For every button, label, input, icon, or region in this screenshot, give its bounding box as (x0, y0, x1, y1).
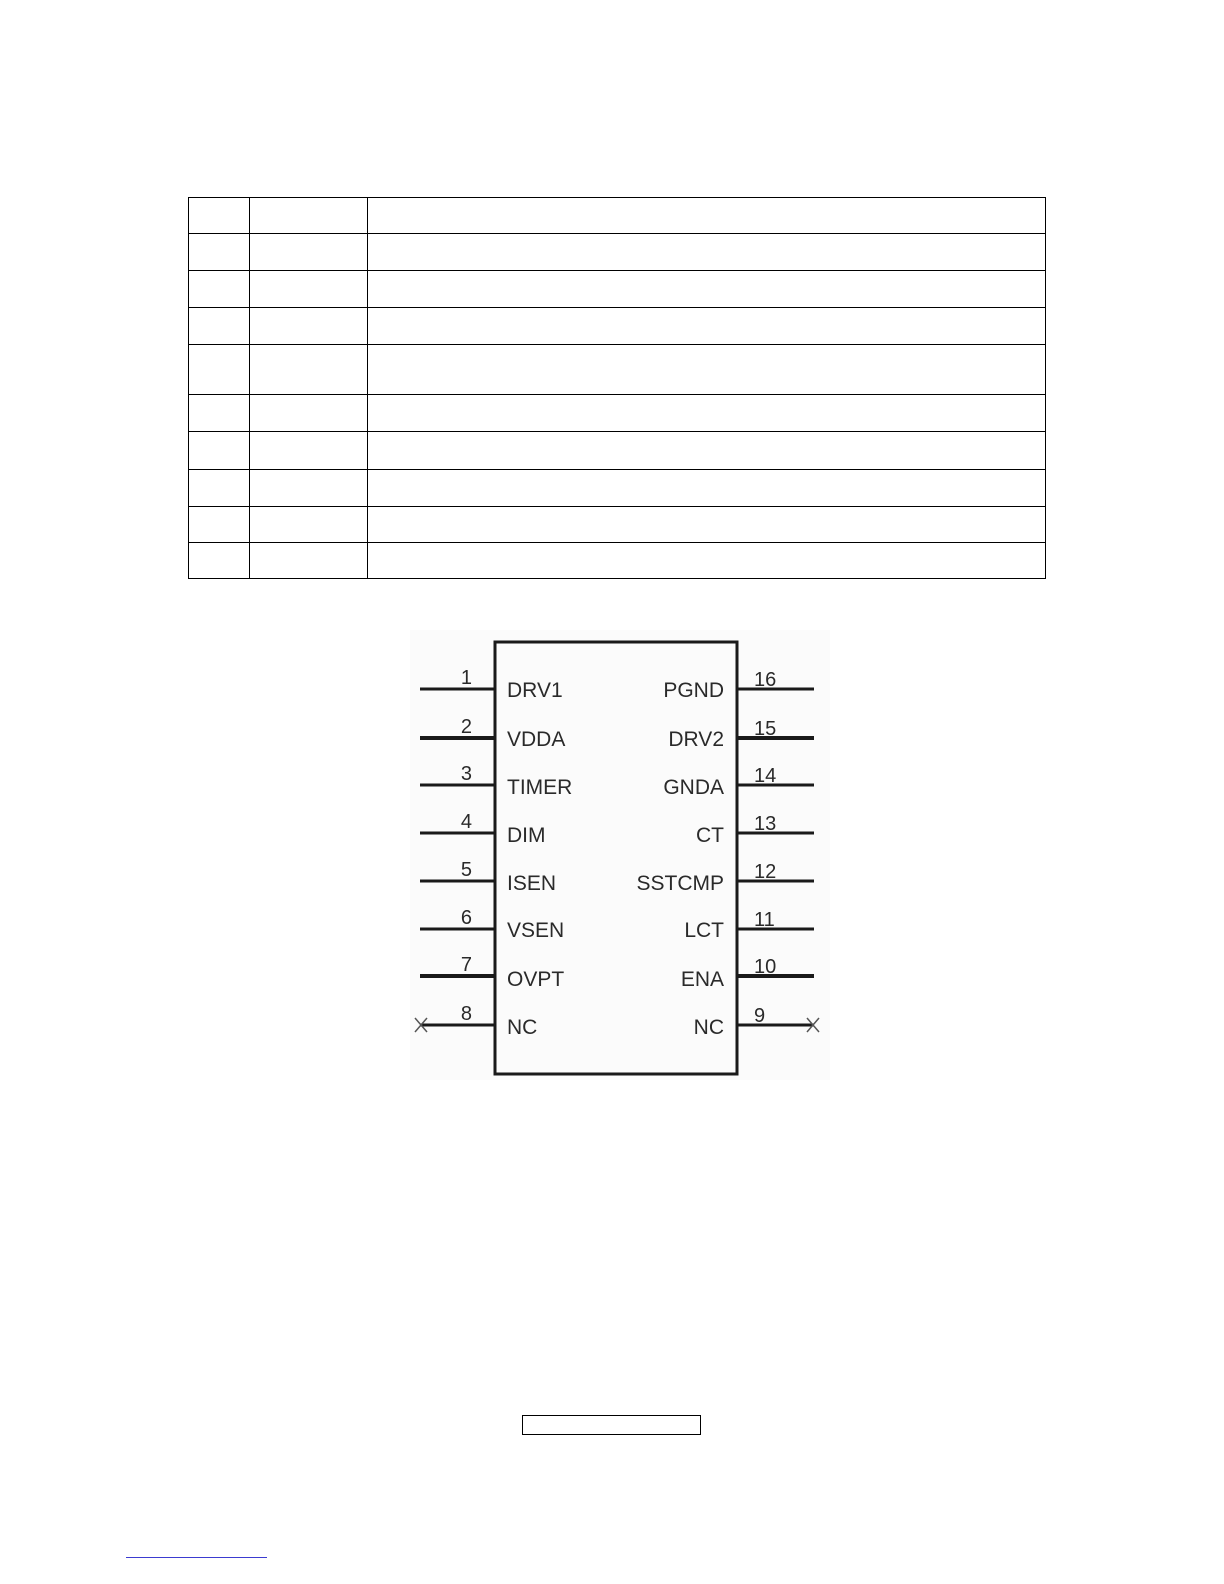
pinout-svg (410, 630, 830, 1080)
table-cell (368, 308, 1046, 345)
pin-left-8 (415, 1003, 537, 1039)
footer-hyperlink-underline[interactable] (126, 1557, 267, 1558)
table-cell (368, 234, 1046, 271)
table-cell (189, 543, 250, 579)
pin-left-4 (420, 811, 546, 847)
table-cell (250, 198, 368, 234)
pin-right-12 (636, 861, 814, 895)
table-cell (250, 543, 368, 579)
table-row (189, 507, 1046, 543)
pin-name: VSEN (507, 919, 565, 942)
pin-number: 8 (460, 1003, 472, 1025)
pin-number: 13 (754, 813, 777, 835)
pin-number: 6 (460, 907, 472, 929)
table-cell (189, 395, 250, 432)
pin-number: 7 (460, 954, 472, 976)
table-cell (368, 507, 1046, 543)
table-cell (189, 234, 250, 271)
pin-right-14 (663, 765, 814, 799)
pin-name: VDDA (507, 728, 566, 751)
table-cell (250, 432, 368, 470)
pin-left-2 (420, 716, 565, 751)
table-cell (189, 345, 250, 395)
table-row (189, 543, 1046, 579)
table-cell (189, 308, 250, 345)
pin-name: NC (507, 1016, 538, 1039)
table-row (189, 432, 1046, 470)
pin-name: ISEN (507, 872, 557, 895)
table-cell (250, 345, 368, 395)
table-row (189, 308, 1046, 345)
pin-name: GNDA (663, 776, 724, 799)
pin-number: 16 (754, 669, 777, 691)
table-row (189, 470, 1046, 507)
table-row (189, 234, 1046, 271)
table-cell (250, 271, 368, 308)
pin-number: 3 (460, 763, 472, 785)
pin-number: 14 (754, 765, 777, 787)
table-row (189, 345, 1046, 395)
pin-right-11 (684, 909, 814, 942)
table-row (189, 271, 1046, 308)
pin-name: OVPT (507, 968, 565, 991)
ic-pinout-diagram (410, 630, 830, 1080)
pin-left-6 (420, 907, 564, 942)
pin-name: SSTCMP (636, 872, 724, 895)
table-cell (368, 198, 1046, 234)
pin-left-1 (420, 667, 563, 702)
table-row (189, 395, 1046, 432)
ic-body (495, 642, 737, 1074)
pin-name: LCT (684, 919, 724, 942)
pin-number: 15 (754, 718, 777, 740)
table-cell (368, 432, 1046, 470)
pin-name: DRV2 (668, 728, 724, 751)
pin-right-16 (663, 669, 814, 702)
pin-name: NC (693, 1016, 724, 1039)
table-cell (368, 543, 1046, 579)
table-cell (189, 470, 250, 507)
pin-name: CT (696, 824, 724, 847)
pin-description-table (188, 197, 1046, 579)
table-cell (368, 395, 1046, 432)
pin-right-9 (694, 1005, 819, 1039)
pin-right-15 (668, 718, 814, 751)
pin-number: 5 (460, 859, 472, 881)
pin-name: DIM (507, 824, 546, 847)
pin-number: 4 (460, 811, 472, 833)
table-cell (368, 271, 1046, 308)
table-cell (250, 470, 368, 507)
footer-text-box (522, 1415, 701, 1435)
pin-number: 11 (754, 909, 775, 931)
pin-name: ENA (680, 968, 724, 991)
pin-left-7 (420, 954, 564, 991)
pin-left-5 (420, 859, 556, 895)
table-cell (250, 395, 368, 432)
table-cell (250, 308, 368, 345)
table-cell (189, 507, 250, 543)
table-cell (368, 470, 1046, 507)
pin-name: PGND (663, 679, 724, 702)
table-row (189, 198, 1046, 234)
table-cell (189, 271, 250, 308)
pin-number: 9 (754, 1005, 766, 1027)
pin-number: 1 (460, 667, 472, 689)
table-cell (189, 432, 250, 470)
pin-name: TIMER (507, 776, 573, 799)
table-cell (250, 507, 368, 543)
pin-right-13 (696, 813, 814, 847)
pin-name: DRV1 (507, 679, 563, 702)
pin-number: 2 (460, 716, 472, 738)
pin-right-10 (681, 956, 814, 991)
table-cell (250, 234, 368, 271)
pin-number: 12 (754, 861, 777, 883)
table-cell (189, 198, 250, 234)
table-cell (368, 345, 1046, 395)
pin-number: 10 (754, 956, 777, 978)
